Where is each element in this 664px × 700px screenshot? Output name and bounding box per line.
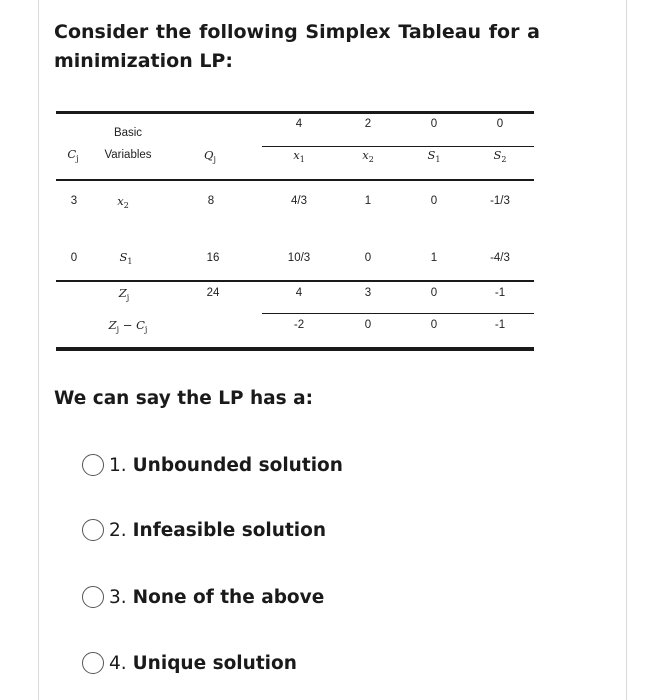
cj-header: $C_j$ [67,146,79,164]
zj-top-rule [56,280,534,282]
var-x2: $x_2$ [362,147,374,165]
radio-circle-icon[interactable] [82,454,104,476]
row1-s1: 0 [430,195,438,207]
row1-x1: 4/3 [291,195,307,207]
zj-label: $Z_j$ [118,285,130,303]
header-bottom-rule [56,179,534,181]
qj-header: $Q_j$ [204,147,216,165]
radio-circle-icon[interactable] [82,519,104,541]
zj-minus-cj-label: $Z_j - C_j$ [108,317,148,335]
basic-label-top: Basic [113,127,143,139]
option-number: 4. [109,652,127,674]
option-infeasible[interactable] [82,519,326,541]
var-s2: $S_2$ [493,147,507,165]
option-number: 3. [109,586,127,608]
cost-row-rule [262,146,534,147]
option-label: Infeasible solution [132,519,327,541]
row1-s2: -1/3 [490,195,510,207]
row2-s1: 1 [430,252,438,264]
cost-s2: 0 [496,118,504,130]
zj-x1: 4 [295,287,303,299]
row2-x1: 10/3 [287,252,311,264]
content-frame-right-border [626,0,627,700]
cost-s1: 0 [430,118,438,130]
row2-s2: -4/3 [490,252,510,264]
zj-cj-s1: 0 [430,319,438,331]
option-label: Unbounded solution [132,454,343,476]
simplex-tableau [56,108,534,354]
option-unique[interactable] [82,652,297,674]
zj-s1: 0 [430,287,438,299]
question-text: Consider the following Simplex Tableau for a minimization LP: [54,21,540,72]
row1-cj: 3 [70,195,78,207]
zj-bottom-rule [262,313,534,314]
basic-label-bottom: Variables [104,149,152,161]
cost-x2: 2 [364,118,372,130]
radio-circle-icon[interactable] [82,586,104,608]
zj-cj-x2: 0 [364,319,372,331]
zj-cj-s2: -1 [494,319,506,331]
row2-cj: 0 [70,252,78,264]
option-none-of-the-above[interactable] [82,586,324,608]
row1-q: 8 [207,195,215,207]
option-label: Unique solution [132,652,297,674]
row1-x2: 1 [364,195,372,207]
cost-x1: 4 [295,118,303,130]
row1-basis: $x_2$ [117,193,129,211]
option-number: 2. [109,519,127,541]
row2-x2: 0 [364,252,372,264]
option-unbounded[interactable] [82,454,343,476]
content-frame-left-border [38,0,39,700]
answer-stem: We can say the LP has a: [54,388,313,409]
tableau-top-rule [56,111,534,114]
row2-q: 16 [206,252,220,264]
var-x1: $x_1$ [293,147,305,165]
zj-s2: -1 [494,287,506,299]
zj-x2: 3 [364,287,372,299]
option-number: 1. [109,454,127,476]
tableau-bottom-rule [56,347,534,351]
radio-circle-icon[interactable] [82,652,104,674]
zj-cj-x1: -2 [293,319,305,331]
zj-q: 24 [206,287,220,299]
var-s1: $S_1$ [427,147,441,165]
option-label: None of the above [132,586,325,608]
row2-basis: $S_1$ [119,249,133,267]
